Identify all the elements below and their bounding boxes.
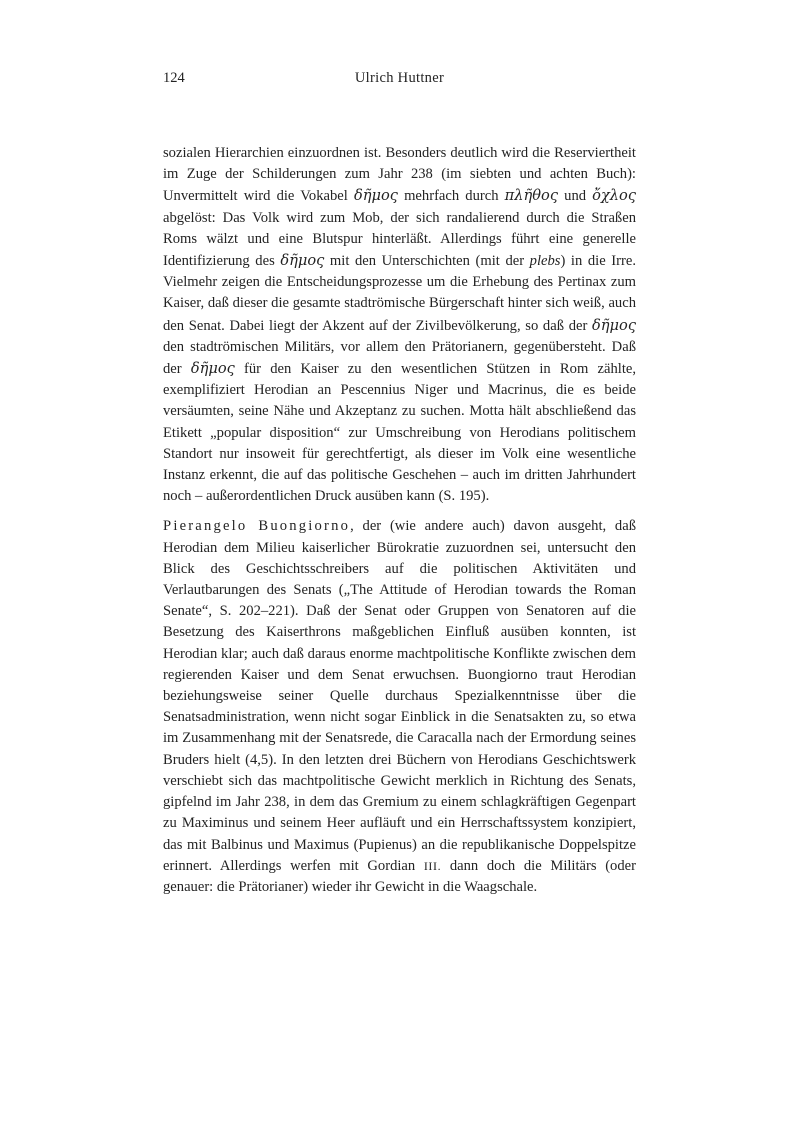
- article-body: [163, 143, 636, 907]
- segment-greek: δῆμος: [592, 316, 636, 334]
- segment-greek: δῆμος: [190, 360, 235, 378]
- text-segment: ) in die Irre. Vielmehr zeigen die Entscheidungsprozesse um die Erhebung des Pertinax zum Kaiser, daß dieser die gesamte stadtrömische Bürgerschaft hinter sich weiß, auch den Senat. Dabei liegt der Akzent auf der Zivilbevölkerung, so daß der: [163, 253, 636, 334]
- running-head: [163, 70, 636, 90]
- text-segment: und: [558, 188, 593, 205]
- segment-greek: δῆμος: [353, 187, 398, 205]
- text-segment: für den Kaiser zu den wesentlichen Stützen in Rom zählte, exemplifiziert Herodian an Pescennius Niger und Macrinus, die es beide versäumten, seine Nähe und Akzeptanz zu suchen. Motta hält abschließend das Etikett „popular disposition“ zur Umschreibung von Herodians politischem Standort nur insoweit für gerechtfertigt, als dieser im Volk eine wesentliche Instanz erkennt, die auf das politische Geschehen – auch im dritten Jahrhundert noch – außerordentlichen Druck ausüben kann (S. 195).: [163, 361, 636, 505]
- segment-greek: πλῆθος: [504, 187, 559, 205]
- segment-spaced: Pierangelo Buongiorno: [163, 518, 351, 535]
- text-segment: dann doch die Militärs (oder genauer: die Prätorianer) wieder ihr Gewicht in die Waagschale.: [163, 857, 636, 895]
- text-segment: mit den Unterschichten (mit der: [324, 253, 530, 270]
- paragraph-motta-review: [163, 143, 636, 507]
- page-number: 124: [163, 70, 185, 86]
- text-segment: , der (wie andere auch) davon ausgeht, daß Herodian dem Milieu kaiserlicher Bürokratie zuzuordnen sei, untersucht den Blick des Geschichtsschreibers auf die politischen Aktivitäten und Verlautbarungen des Senats („The Attitude of Herodian towards the Roman Senate“, S. 202–221). Daß der Senat oder Gruppen von Senatoren auf die Besetzung des Kaiserthrons maßgeblichen Einfluß ausüben konnten, ist Herodian klar; auch daß daraus enorme machtpolitische Konflikte zwischen dem regierenden Kaiser und dem Senat erwuchsen. Buongiorno traut Herodian beziehungsweise seiner Quelle durchaus Spezialkenntnisse über die Senatsadministration, wenn nicht sogar Einblick in die Senatsakten zu, so etwa im Zusammenhang mit der Senatsrede, die Caracalla nach der Ermordung seines Bruders hielt (4,5). In den letzten drei Büchern von Herodians Geschichtswerk verschiebt sich das machtpolitische Gewicht merklich in Richtung des Senats, gipfelnd im Jahr 238, in dem das Gremium zu einem schlagkräftigen Gegenpart zu Maximinus und seinem Heer aufläuft und ein Herrschaftssystem konzipiert, das mit Balbinus und Maximus (Pupienus) an die republikanische Doppelspitze erinnert. Allerdings werfen mit Gordian: [163, 518, 636, 874]
- paragraph-buongiorno-review: [163, 516, 636, 898]
- running-header-author: Ulrich Huttner: [354, 70, 445, 86]
- segment-greek: ὄχλος: [592, 187, 637, 205]
- text-segment: abgelöst: Das Volk wird zum Mob, der sich randalierend durch die Straßen Roms wälzt und eine Blutspur hinterläßt. Allerdings führt eine generelle Identifizierung des: [163, 209, 636, 270]
- text-segment: sozialen Hierarchien einzuordnen ist. Besonders deutlich wird die Reserviertheit im Zuge der Schilderungen zum Jahr 238 (im siebten und achten Buch): Unvermittelt wird die Vokabel: [163, 145, 636, 205]
- segment-smallcaps: III.: [423, 858, 442, 873]
- text-segment: mehrfach durch: [397, 188, 505, 205]
- segment-italic: plebs: [529, 253, 561, 270]
- text-segment: den stadtrömischen Militärs, vor allem den Prätorianern, gegenübersteht. Daß der: [163, 338, 636, 378]
- segment-greek: δῆμος: [280, 252, 325, 270]
